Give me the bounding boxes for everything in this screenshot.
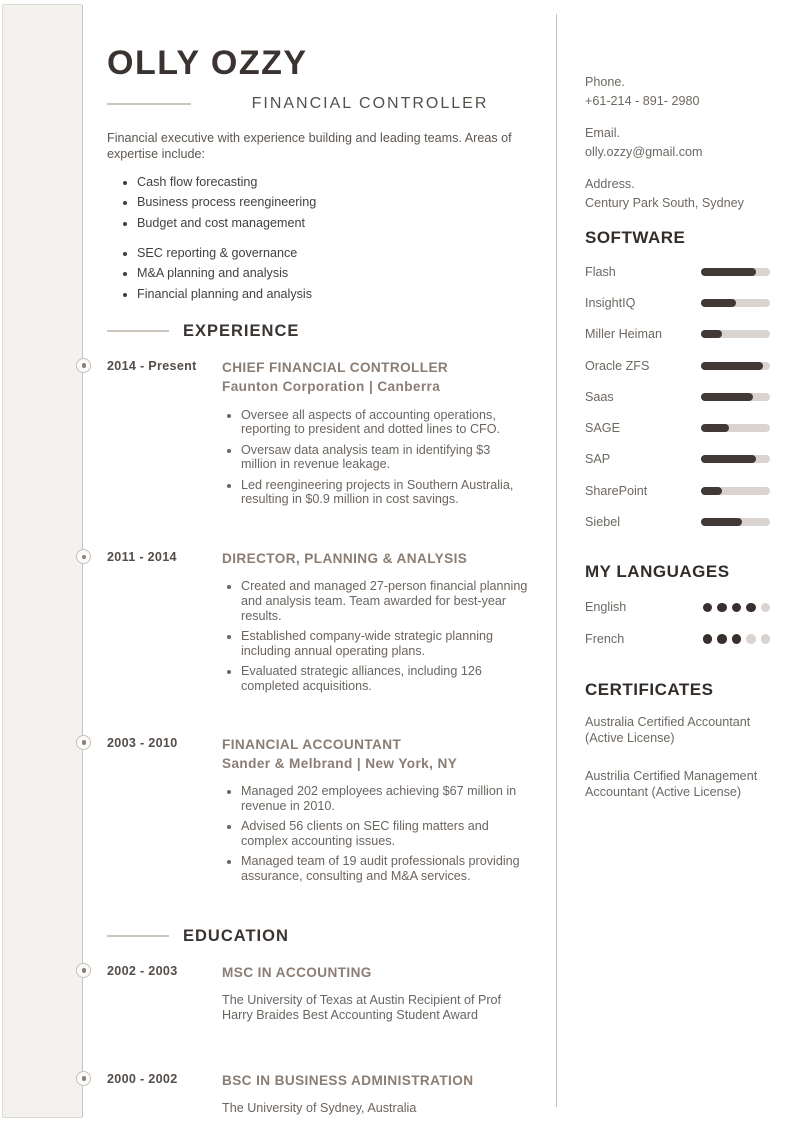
- timeline-marker-icon: [76, 358, 91, 373]
- entry-bullet: • Evaluated strategic alliances, including 126 completed acquisitions.: [241, 664, 529, 693]
- certificate-item: Australia Certified Accountant (Active License): [585, 714, 751, 745]
- rating-dot-filled: [703, 634, 713, 644]
- entry-bullet-list: [222, 579, 529, 693]
- entry-bullet: • Advised 56 clients on SEC filing matters and complex accounting issues.: [241, 819, 529, 848]
- entry-dates: 2011 - 2014: [107, 550, 177, 565]
- skill-row: [585, 256, 770, 287]
- skill-bar-track: [701, 362, 770, 370]
- rating-dot-filled: [703, 603, 713, 613]
- expertise-list-2: [107, 246, 529, 301]
- job-title-row: [107, 95, 529, 113]
- expertise-item: • Business process reengineering: [137, 195, 529, 209]
- entry-dates: 2002 - 2003: [107, 963, 178, 978]
- skill-bar-fill: [701, 424, 729, 432]
- expertise-list-1: [107, 175, 529, 230]
- rating-dot-filled: [717, 634, 727, 644]
- skill-bar-fill: [701, 487, 722, 495]
- skill-row: [585, 475, 770, 506]
- entry-body: [211, 735, 529, 890]
- candidate-job-title: FINANCIAL CONTROLLER: [251, 94, 489, 112]
- timeline-strip: [2, 4, 83, 1118]
- experience-entry: [107, 549, 529, 699]
- rating-dot-filled: [746, 603, 756, 613]
- language-rating: [703, 634, 771, 644]
- rating-dot-empty: [761, 634, 771, 644]
- rating-dot-filled: [732, 603, 742, 613]
- entry-bullet: • Managed team of 19 audit professionals providing assurance, consulting and M&A services.: [241, 854, 529, 883]
- expertise-item: • M&A planning and analysis: [137, 266, 529, 280]
- skill-name: Miller Heiman: [585, 327, 662, 342]
- language-rating: [703, 603, 771, 613]
- entry-bullet: • Created and managed 27-person financial planning and analysis team. Team awarded for best-year results.: [241, 579, 529, 623]
- certificate-list: [585, 715, 770, 801]
- entry-body: [211, 549, 529, 699]
- entry-bullet: • Managed 202 employees achieving $67 million in revenue in 2010.: [241, 784, 529, 813]
- experience-heading-row: [107, 322, 529, 341]
- entry-company: Faunton Corporation | Canberra: [222, 379, 441, 395]
- skill-row: [585, 319, 770, 350]
- email-value: olly.ozzy@gmail.com: [585, 145, 703, 159]
- timeline-marker-dot: [82, 363, 87, 368]
- skill-row: [585, 506, 770, 537]
- timeline-marker-icon: [76, 963, 91, 978]
- address-block: [585, 177, 770, 210]
- skill-bar-track: [701, 518, 770, 526]
- skill-bar-fill: [701, 455, 756, 463]
- timeline-marker-dot: [82, 555, 87, 560]
- skill-name: Saas: [585, 389, 614, 404]
- main-column: [107, 46, 529, 1116]
- skill-bar-track: [701, 487, 770, 495]
- skill-bar-track: [701, 299, 770, 307]
- skill-row: [585, 444, 770, 475]
- entry-job-title: DIRECTOR, PLANNING & ANALYSIS: [222, 551, 468, 567]
- entry-dates: 2003 - 2010: [107, 735, 178, 750]
- skill-bar-track: [701, 455, 770, 463]
- phone-value: +61-214 - 891- 2980: [585, 94, 700, 108]
- skill-bar-track: [701, 268, 770, 276]
- entry-bullet: • Oversee all aspects of accounting operations, reporting to president and dotted lines to CFO.: [241, 408, 529, 437]
- entry-company: Sander & Melbrand | New York, NY: [222, 755, 458, 771]
- address-label: Address.: [585, 177, 635, 191]
- expertise-item: • SEC reporting & governance: [137, 246, 529, 260]
- education-rule: [107, 935, 169, 937]
- skill-bar-fill: [701, 518, 742, 526]
- skill-name: Flash: [585, 264, 616, 279]
- entry-bullet: • Established company-wide strategic planning including annual operating plans.: [241, 629, 529, 658]
- experience-entries: [107, 358, 529, 890]
- entry-bullet: • Oversaw data analysis team in identifying $3 million in revenue leakage.: [241, 443, 529, 472]
- candidate-name: OLLY OZZY: [107, 44, 308, 82]
- column-divider: [556, 14, 557, 1107]
- skill-bar-fill: [701, 362, 763, 370]
- expertise-item: • Budget and cost management: [137, 216, 529, 230]
- language-name: French: [585, 631, 625, 646]
- timeline-marker-dot: [82, 1076, 87, 1081]
- skill-row: [585, 412, 770, 443]
- skill-name: Oracle ZFS: [585, 358, 650, 373]
- rating-dot-empty: [746, 634, 756, 644]
- software-skill-list: [585, 256, 770, 538]
- entry-body: [211, 358, 529, 513]
- email-block: [585, 126, 770, 159]
- education-entry: [107, 1071, 529, 1117]
- entry-description: The University of Sydney, Australia: [222, 1100, 417, 1115]
- entry-dates: 2000 - 2002: [107, 1071, 178, 1086]
- skill-name: SAGE: [585, 421, 620, 436]
- certificates-heading: CERTIFICATES: [585, 679, 714, 699]
- education-heading: EDUCATION: [183, 926, 289, 945]
- language-name: English: [585, 600, 627, 615]
- entry-body: [211, 1071, 529, 1117]
- expertise-item: • Financial planning and analysis: [137, 287, 529, 301]
- experience-entry: [107, 735, 529, 890]
- software-heading: SOFTWARE: [585, 228, 686, 247]
- skill-bar-track: [701, 424, 770, 432]
- phone-block: [585, 75, 770, 108]
- entry-dates: 2014 - Present: [107, 358, 197, 373]
- rating-dot-empty: [761, 603, 771, 613]
- entry-description: The University of Texas at Austin Recipient of Prof Harry Braides Best Accounting Student Award: [222, 992, 502, 1023]
- education-entry: [107, 963, 529, 1024]
- entry-body: [211, 963, 529, 1024]
- title-rule: [107, 103, 191, 105]
- timeline-marker-dot: [82, 740, 87, 745]
- language-row: [585, 592, 770, 624]
- experience-entry: [107, 358, 529, 513]
- skill-row: [585, 287, 770, 318]
- entry-degree-title: BSC IN BUSINESS ADMINISTRATION: [222, 1072, 474, 1088]
- experience-rule: [107, 330, 169, 332]
- experience-heading: EXPERIENCE: [183, 321, 300, 340]
- sidebar: [585, 75, 770, 824]
- skill-name: InsightIQ: [585, 295, 636, 310]
- skill-name: SAP: [585, 452, 611, 467]
- skill-bar-fill: [701, 330, 722, 338]
- skill-bar-track: [701, 330, 770, 338]
- skill-bar-track: [701, 393, 770, 401]
- timeline-marker-dot: [82, 968, 87, 973]
- skill-name: Siebel: [585, 515, 621, 530]
- language-row: [585, 623, 770, 655]
- entry-bullet-list: [222, 784, 529, 884]
- profile-summary: Financial executive with experience building and leading teams. Areas of expertise include:: [107, 130, 512, 161]
- entry-degree-title: MSC IN ACCOUNTING: [222, 964, 372, 980]
- address-value: Century Park South, Sydney: [585, 196, 744, 210]
- skill-bar-fill: [701, 268, 756, 276]
- languages-heading: MY LANGUAGES: [585, 561, 730, 581]
- education-entries: [107, 963, 529, 1117]
- timeline-marker-icon: [76, 1071, 91, 1086]
- email-label: Email.: [585, 126, 620, 140]
- education-heading-row: [107, 927, 529, 946]
- language-list: [585, 592, 770, 655]
- entry-job-title: CHIEF FINANCIAL CONTROLLER: [222, 359, 449, 375]
- skill-row: [585, 350, 770, 381]
- expertise-item: • Cash flow forecasting: [137, 175, 529, 189]
- rating-dot-filled: [717, 603, 727, 613]
- entry-bullet-list: [222, 408, 529, 508]
- entry-job-title: FINANCIAL ACCOUNTANT: [222, 736, 402, 752]
- skill-name: SharePoint: [585, 483, 648, 498]
- skill-bar-fill: [701, 393, 753, 401]
- entry-bullet: • Led reengineering projects in Southern Australia, resulting in $0.9 million in cost savings.: [241, 478, 529, 507]
- certificate-item: Austrilia Certified Management Accountant (Active License): [585, 769, 758, 800]
- skill-bar-fill: [701, 299, 736, 307]
- skill-row: [585, 381, 770, 412]
- timeline-marker-icon: [76, 549, 91, 564]
- rating-dot-filled: [732, 634, 742, 644]
- phone-label: Phone.: [585, 75, 625, 89]
- timeline-marker-icon: [76, 735, 91, 750]
